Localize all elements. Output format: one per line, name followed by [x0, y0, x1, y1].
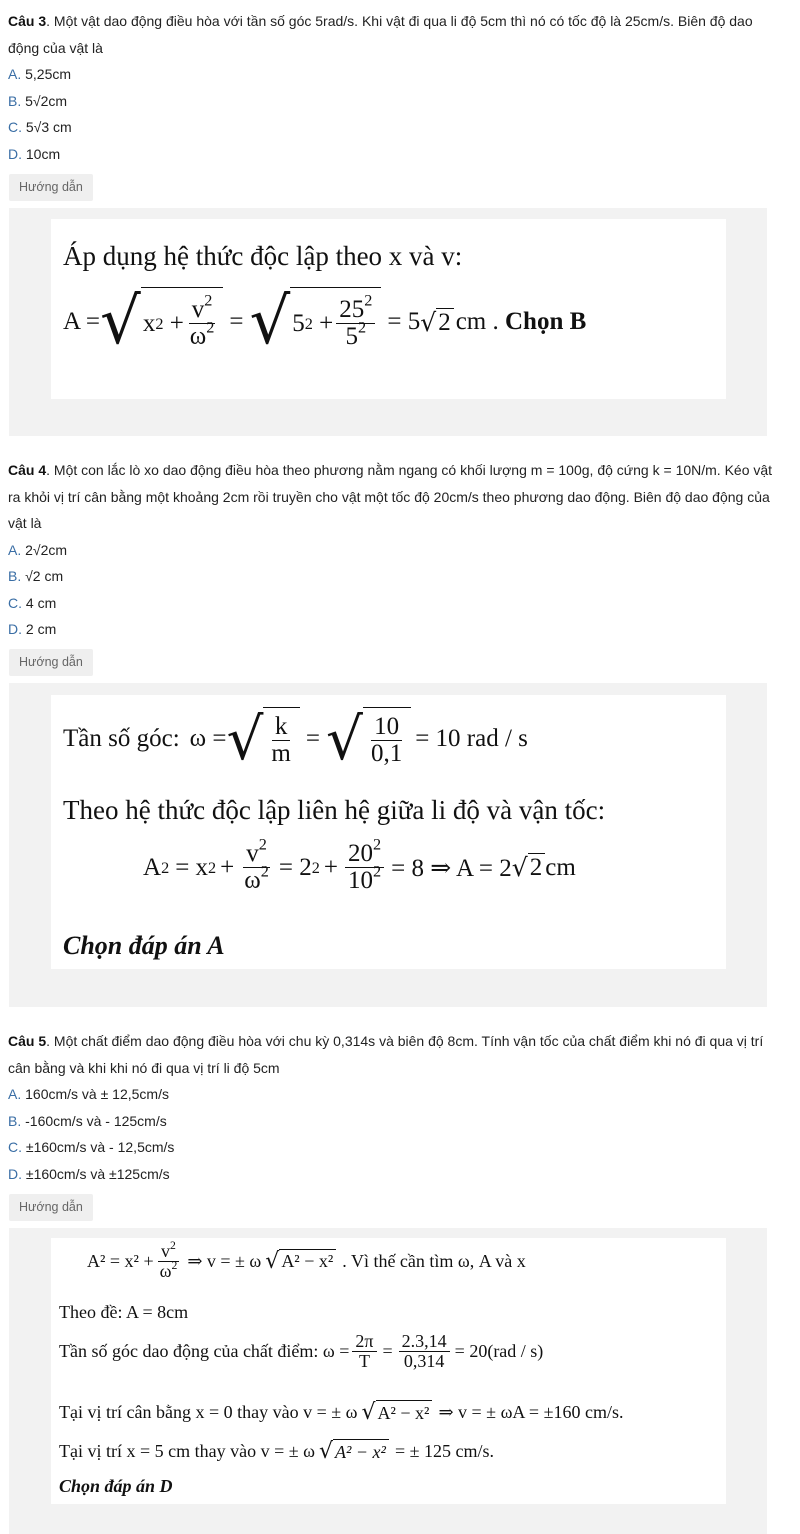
- question-number: Câu 3: [8, 13, 47, 29]
- frac-den: ω: [159, 1260, 172, 1281]
- sqrt-term: √ A² − x²: [265, 1249, 336, 1274]
- formula-five: 5: [292, 309, 305, 337]
- option-text: 2√2cm: [25, 541, 68, 558]
- option-b[interactable]: [8, 1108, 786, 1135]
- sqrt-value: 2: [436, 308, 454, 337]
- frac-den: 0,1: [370, 740, 403, 767]
- frac-num: 25: [339, 295, 365, 323]
- fraction: [268, 714, 293, 768]
- question-3: [8, 8, 786, 167]
- frac-num: 2.3,14: [399, 1332, 450, 1352]
- option-c[interactable]: [8, 1134, 786, 1161]
- formula-plus: +: [169, 309, 184, 337]
- formula-plus: +: [220, 853, 235, 881]
- option-letter: D.: [8, 621, 22, 637]
- amplitude-formula: A 2 = x 2 + $\frac{v^2}{\omega^2}$ = 2 2 + $\frac{20^2}{10^2}$ = 8 ⇒ A = 2 √ 2 cm: [143, 835, 576, 895]
- formula-lhs: A =: [63, 308, 101, 335]
- option-text: √2 cm: [25, 568, 64, 584]
- formula-eq: =: [229, 308, 244, 335]
- equilibrium-result: ⇒ v = ± ωA = ±160 cm/s.: [438, 1402, 624, 1422]
- option-b[interactable]: [8, 88, 786, 115]
- formula-x: x: [142, 309, 156, 337]
- frac-exp: 2: [206, 318, 215, 337]
- formula-result: = 8 ⇒ A = 2: [391, 854, 512, 882]
- option-letter: C.: [8, 594, 22, 611]
- formula-implies: ⇒ v = ± ω: [187, 1250, 262, 1271]
- given-line: Theo đề: A = 8cm: [59, 1302, 189, 1322]
- option-d[interactable]: [8, 141, 786, 168]
- option-letter: C.: [8, 1139, 22, 1155]
- option-letter: A.: [8, 66, 22, 82]
- formula-plus: +: [319, 309, 334, 337]
- option-letter: B.: [8, 92, 22, 109]
- frac-num: v: [161, 1241, 171, 1261]
- frac-den: ω: [244, 867, 261, 895]
- omega-result: = 20(rad / s): [454, 1340, 544, 1361]
- fraction: [368, 714, 405, 768]
- sqrt-km: √ $\frac{k}{m}$: [226, 707, 299, 771]
- option-a[interactable]: [8, 1081, 786, 1108]
- option-c[interactable]: [8, 114, 786, 141]
- option-text: ±160cm/s và - 12,5cm/s: [25, 1139, 175, 1155]
- frac-exp: 2: [258, 835, 267, 854]
- option-text: 5√3 cm: [25, 119, 72, 135]
- frac-num: v: [191, 295, 205, 323]
- frac-exp: 2: [358, 318, 367, 337]
- option-d[interactable]: [8, 616, 786, 643]
- option-text: 5,25cm: [25, 66, 72, 82]
- hint-button[interactable]: Hướng dẫn: [9, 174, 93, 201]
- omega-label: Tần số góc dao động của chất điểm: ω =: [59, 1340, 350, 1361]
- solution-card: [51, 695, 726, 969]
- frac-exp: 2: [364, 291, 373, 310]
- formula-unit: cm: [545, 853, 576, 881]
- question-body: . Một vật dao động điều hòa với tần số góc 5rad/s. Khi vật đi qua li độ 5cm thì nó có tốc độ là 25cm/s. Biên độ dao động của vật là: [8, 13, 753, 56]
- solution-formula: [63, 287, 586, 357]
- sqrt-body: A² − x²: [333, 1439, 389, 1464]
- question-4: [8, 457, 786, 643]
- fraction: $\frac{v^2}{\omega^2}$: [159, 1238, 178, 1281]
- formula-note: . Vì thế cần tìm ω, A và x: [342, 1250, 526, 1271]
- sqrt-2: √ 2: [420, 308, 453, 337]
- option-text: 4 cm: [25, 594, 57, 611]
- option-text: 2 cm: [25, 621, 57, 637]
- frac-num: k: [272, 714, 291, 741]
- sqrt-term: √ A² − x²: [361, 1400, 432, 1425]
- question-3-text: [8, 8, 786, 61]
- solution-panel: [9, 208, 767, 436]
- position-line: [59, 1439, 494, 1464]
- frac-exp: 2: [260, 862, 269, 881]
- formula-unit: cm .: [455, 308, 505, 335]
- option-text: -160cm/s và - 125cm/s: [25, 1112, 167, 1129]
- option-letter: D.: [8, 145, 22, 162]
- sqrt-2: √ 2: [512, 853, 545, 882]
- general-formula-line: [87, 1238, 526, 1281]
- option-a[interactable]: [8, 61, 786, 88]
- frac-den: 10: [347, 867, 373, 895]
- equilibrium-text: Tại vị trí cân bằng x = 0 thay vào v = ± ω: [59, 1402, 358, 1422]
- omega-line: [59, 1332, 543, 1371]
- formula-plus: +: [323, 853, 338, 881]
- formula-eq: =: [305, 725, 320, 752]
- solution-panel: [9, 683, 767, 1007]
- option-text: ±160cm/s và ±125cm/s: [25, 1165, 170, 1182]
- equilibrium-line: [59, 1400, 623, 1425]
- formula-x: = x: [175, 853, 209, 881]
- frac-den: T: [358, 1350, 370, 1371]
- frac-exp: 2: [372, 862, 382, 881]
- frac-num: 20: [347, 840, 373, 867]
- frac-den: ω: [189, 323, 207, 350]
- option-letter: A.: [8, 541, 22, 558]
- hint-button[interactable]: Hướng dẫn: [9, 649, 93, 676]
- option-b[interactable]: [8, 563, 786, 590]
- fraction: [241, 835, 272, 895]
- question-number: Câu 4: [8, 462, 47, 478]
- sqrt-body: A² − x²: [279, 1249, 336, 1274]
- answer-choice: Chọn đáp án A: [63, 931, 225, 960]
- frac-exp: 2: [372, 835, 382, 854]
- frac-num: 2π: [352, 1332, 376, 1352]
- omega-line: [63, 707, 528, 771]
- option-letter: C.: [8, 119, 22, 135]
- formula-two: = 2: [278, 853, 312, 881]
- frac-num: 10: [371, 714, 402, 741]
- option-d[interactable]: [8, 1161, 786, 1188]
- solution-panel: [9, 1228, 767, 1534]
- omega-symbol: ω =: [189, 725, 227, 752]
- fraction: [336, 291, 375, 351]
- frac-den: m: [271, 740, 291, 767]
- frac-num: v: [246, 840, 259, 867]
- frac-den: 5: [345, 323, 359, 350]
- omega-label: Tần số góc:: [63, 725, 180, 752]
- omega-result: = 10 rad / s: [415, 725, 528, 752]
- sqrt-body: A² − x²: [376, 1400, 433, 1425]
- sqrt-term: √ 5 2 + $\frac{25^2}{5^2}$: [250, 287, 382, 357]
- option-letter: A.: [8, 1086, 22, 1102]
- question-number: Câu 5: [8, 1033, 47, 1049]
- position-text: Tại vị trí x = 5 cm thay vào v = ± ω: [59, 1441, 315, 1461]
- formula-lhs: A² = x² +: [87, 1250, 154, 1271]
- answer-choice: Chọn B: [504, 308, 587, 335]
- option-c[interactable]: [8, 590, 786, 617]
- hint-button[interactable]: Hướng dẫn: [9, 1194, 93, 1221]
- question-5: [8, 1028, 786, 1187]
- sqrt-values: √ $\frac{10}{0,1}$: [326, 707, 411, 771]
- option-letter: D.: [8, 1165, 22, 1182]
- solution-heading: Áp dụng hệ thức độc lập theo x và v:: [63, 241, 463, 271]
- formula-result: = 5: [387, 308, 421, 335]
- option-text: 160cm/s và ± 12,5cm/s: [25, 1086, 169, 1102]
- question-body: . Một chất điểm dao động điều hòa với chu kỳ 0,314s và biên độ 8cm. Tính vận tốc của chất điểm khi nó đi qua vị trí cân bằng và khi khi nó đi qua vị trí li độ 5cm: [8, 1033, 764, 1076]
- fraction: [352, 1332, 376, 1371]
- question-body: . Một con lắc lò xo dao động điều hòa theo phương nằm ngang có khối lượng m = 100g, độ cứng k = 10N/m. Kéo vật ra khỏi vị trí cân bằng một khoảng 2cm rồi truyền cho vật một tốc độ 20cm/s theo phương dao động. Biên độ dao động của vật là: [8, 462, 773, 531]
- sqrt-value: 2: [528, 853, 546, 882]
- solution-card: [51, 219, 726, 399]
- position-result: = ± 125 cm/s.: [394, 1441, 494, 1461]
- frac-exp: 2: [204, 291, 213, 310]
- option-a[interactable]: [8, 537, 786, 564]
- fraction: [345, 835, 384, 895]
- option-text: 5√2cm: [25, 92, 68, 109]
- answer-choice: Chọn đáp án D: [59, 1476, 173, 1496]
- option-text: 10cm: [25, 145, 61, 162]
- option-letter: B.: [8, 568, 22, 584]
- solution-card: [51, 1238, 726, 1504]
- fraction: [399, 1332, 450, 1371]
- sqrt-term: √ x 2 + $\frac{v^2}{\omega^2}$: [100, 287, 223, 357]
- question-4-text: [8, 457, 786, 537]
- formula-a: A: [143, 853, 162, 881]
- option-letter: B.: [8, 1112, 22, 1129]
- relation-heading: Theo hệ thức độc lập liên hệ giữa li độ và vận tốc:: [63, 795, 606, 825]
- sqrt-term: √ A² − x²: [319, 1439, 389, 1464]
- frac-den: 0,314: [403, 1350, 445, 1371]
- formula-eq: =: [382, 1340, 393, 1361]
- fraction: [187, 291, 218, 351]
- question-5-text: [8, 1028, 786, 1081]
